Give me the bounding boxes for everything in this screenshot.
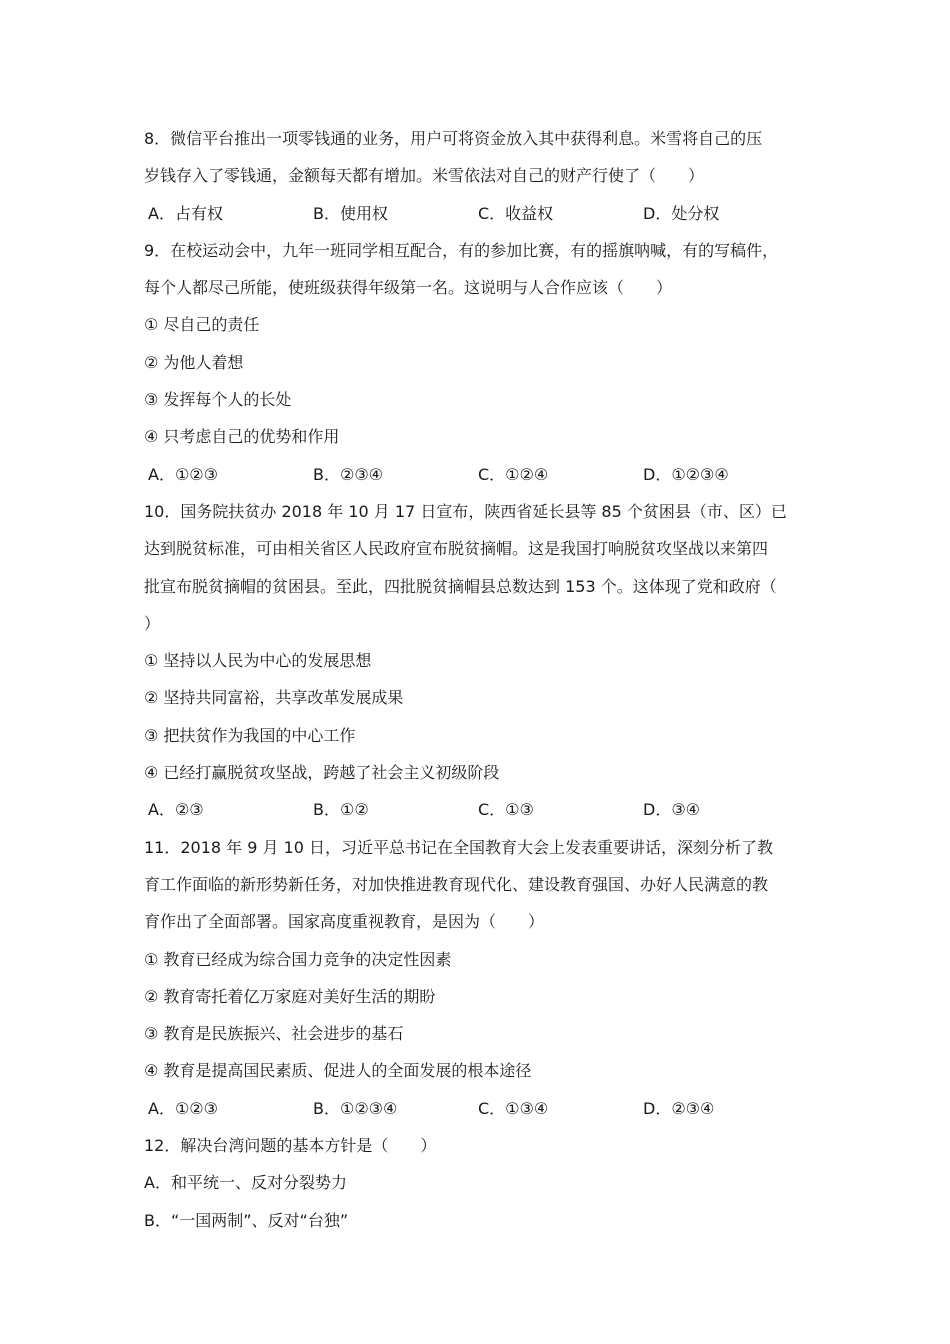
answer-option: B．①② — [313, 800, 369, 820]
answer-options-row — [144, 791, 814, 828]
question-text-line: 岁钱存入了零钱通，金额每天都有增加。米雪依法对自己的财产行使了（ ） — [144, 166, 705, 186]
answer-option: A．占有权 — [148, 203, 223, 223]
question-block — [144, 1127, 814, 1239]
answer-options-row — [144, 456, 814, 493]
question-block — [144, 493, 814, 829]
answer-option: C．①③ — [478, 800, 534, 820]
question-block — [144, 829, 814, 1127]
question-text-line: 11．2018 年 9 月 10 日，习近平总书记在全国教育大会上发表重要讲话，深刻分析了教 — [144, 837, 774, 857]
exam-page — [144, 120, 814, 1239]
statement-item: ③ 把扶贫作为我国的中心工作 — [144, 725, 356, 745]
answer-option: B．①②③④ — [313, 1098, 398, 1118]
question-text-line: 每个人都尽己所能，使班级获得年级第一名。这说明与人合作应该（ ） — [144, 278, 673, 298]
answer-option: C．①②④ — [478, 464, 549, 484]
answer-option: D．③④ — [643, 800, 701, 820]
statement-item: ③ 教育是民族振兴、社会进步的基石 — [144, 1024, 404, 1044]
question-text-line: 达到脱贫标准，可由相关省区人民政府宣布脱贫摘帽。这是我国打响脱贫攻坚战以来第四 — [144, 539, 769, 559]
answer-option: A．①②③ — [148, 1098, 218, 1118]
question-text-line: B．“一国两制”、反对“台独” — [144, 1210, 349, 1230]
question-text-line: 育作出了全面部署。国家高度重视教育，是因为（ ） — [144, 912, 545, 932]
statement-item: ① 尽自己的责任 — [144, 315, 260, 335]
statement-item: ④ 教育是提高国民素质、促进人的全面发展的根本途径 — [144, 1061, 532, 1081]
question-text-line: 10．国务院扶贫办 2018 年 10 月 17 日宣布，陕西省延长县等 85 个贫困县（市、区）已 — [144, 501, 787, 521]
answer-option: D．①②③④ — [643, 464, 729, 484]
question-text-line: 批宣布脱贫摘帽的贫困县。至此，四批脱贫摘帽县总数达到 153 个。这体现了党和政府（ — [144, 576, 777, 596]
answer-options-row — [144, 1090, 814, 1127]
answer-option: C．收益权 — [478, 203, 554, 223]
statement-item: ② 教育寄托着亿万家庭对美好生活的期盼 — [144, 986, 436, 1006]
question-text-line: 8．微信平台推出一项零钱通的业务，用户可将资金放入其中获得利息。米雪将自己的压 — [144, 129, 763, 148]
statement-item: ④ 只考虑自己的优势和作用 — [144, 427, 340, 447]
answer-option: B．使用权 — [313, 203, 388, 223]
statement-item: ④ 已经打赢脱贫攻坚战，跨越了社会主义初级阶段 — [144, 763, 500, 783]
answer-option: D．②③④ — [643, 1098, 715, 1118]
answer-option: B．②③④ — [313, 464, 384, 484]
statement-item: ③ 发挥每个人的长处 — [144, 390, 292, 410]
answer-option: A．①②③ — [148, 464, 218, 484]
statement-item: ② 坚持共同富裕，共享改革发展成果 — [144, 688, 404, 708]
answer-option: D．处分权 — [643, 203, 720, 223]
question-text-line: A．和平统一、反对分裂势力 — [144, 1173, 347, 1193]
question-text-line: 12．解决台湾问题的基本方针是（ ） — [144, 1136, 437, 1156]
answer-options-row — [144, 195, 814, 232]
statement-item: ① 教育已经成为综合国力竞争的决定性因素 — [144, 949, 452, 969]
question-block — [144, 120, 814, 232]
answer-option: C．①③④ — [478, 1098, 549, 1118]
statement-item: ② 为他人着想 — [144, 352, 244, 372]
answer-option: A．②③ — [148, 800, 204, 820]
question-text-line: 育工作面临的新形势新任务，对加快推进教育现代化、建设教育强国、办好人民满意的教 — [144, 874, 769, 894]
question-block — [144, 232, 814, 493]
question-text-line: 9．在校运动会中，九年一班同学相互配合，有的参加比赛，有的摇旗呐喊，有的写稿件， — [144, 240, 779, 260]
statement-item: ① 坚持以人民为中心的发展思想 — [144, 651, 372, 671]
question-text-line: ） — [144, 613, 161, 633]
